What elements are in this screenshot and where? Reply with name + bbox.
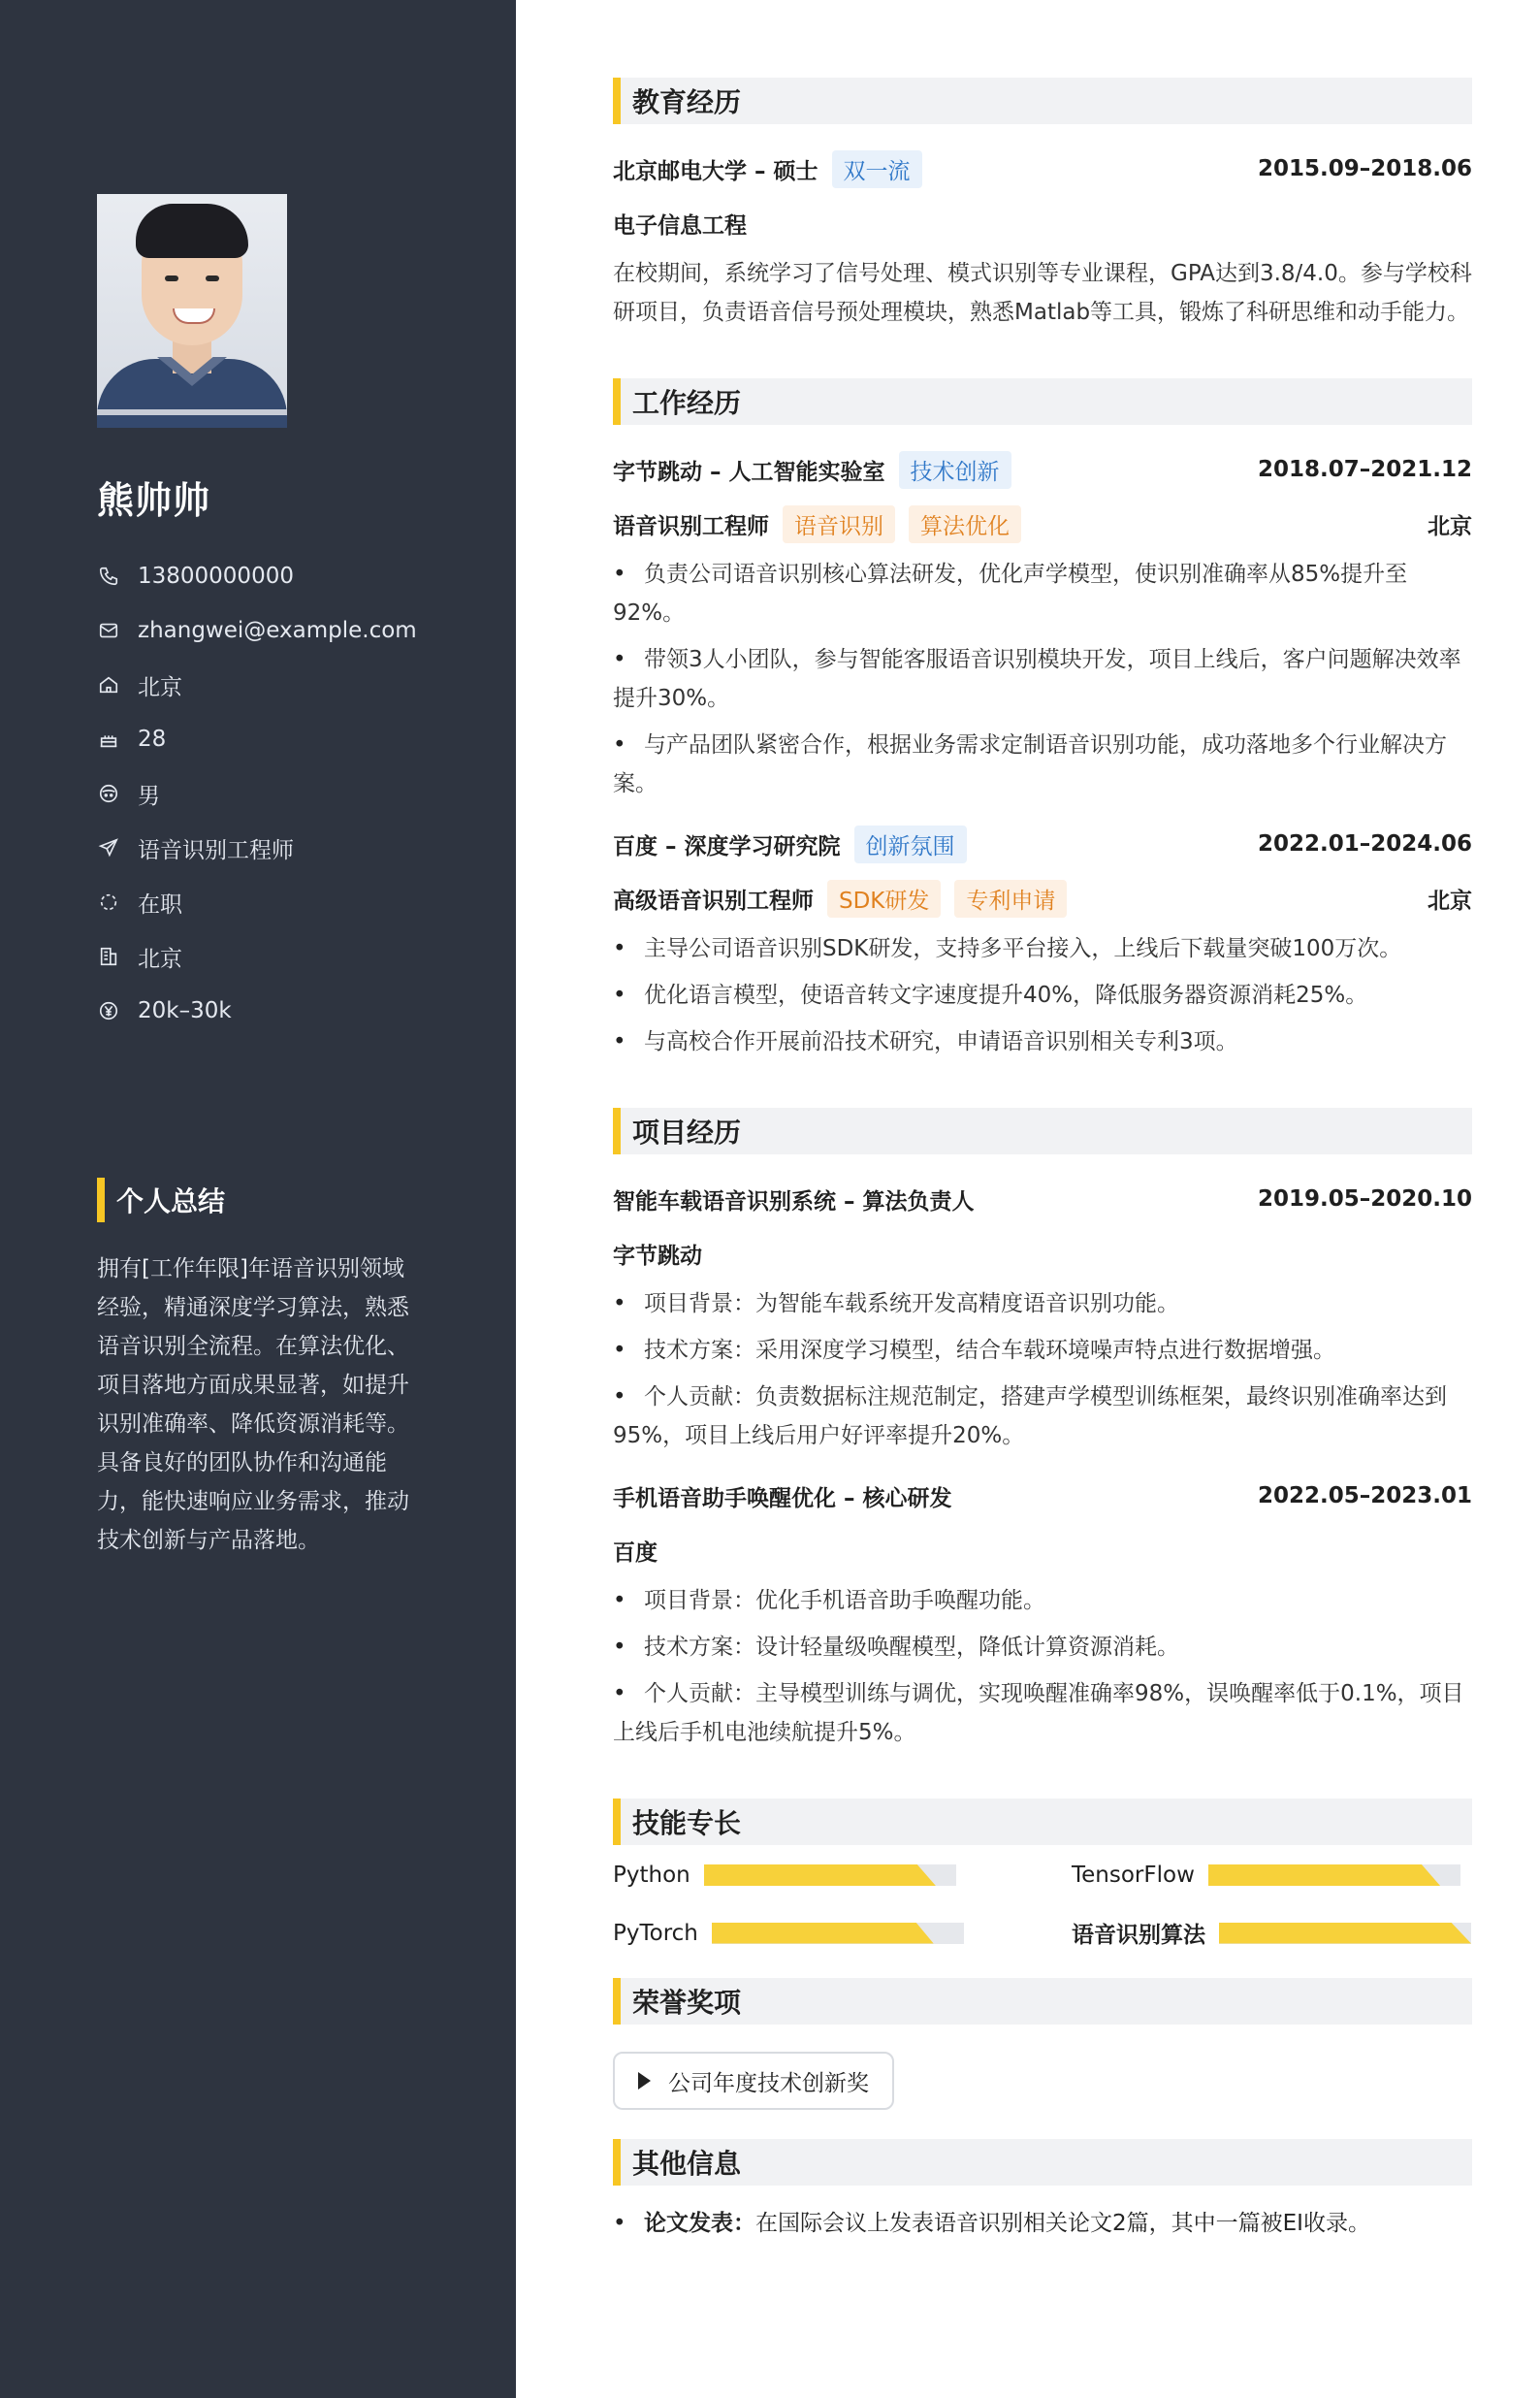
list-item: •负责公司语音识别核心算法研发，优化声学模型，使识别准确率从85%提升至92%。: [613, 555, 1472, 632]
yen-icon: [97, 999, 120, 1022]
list-item: •主导公司语音识别SDK研发，支持多平台接入，上线后下载量突破100万次。: [613, 929, 1472, 968]
job-tag: 技术创新: [899, 451, 1011, 489]
info-position: [97, 821, 419, 875]
job-city: 北京: [1428, 888, 1472, 914]
summary-title: 个人总结: [97, 1178, 419, 1222]
job-city: 北京: [1428, 513, 1472, 539]
project-name: 智能车载语音识别系统 – 算法负责人: [613, 1188, 975, 1215]
award-item-button[interactable]: [613, 2052, 894, 2110]
education-header: [613, 142, 1472, 196]
home-icon: [97, 673, 120, 697]
skill-bar: [1208, 1864, 1460, 1886]
education-major-row: [613, 196, 1472, 250]
work-title: 工作经历: [613, 378, 1472, 425]
age-value: 28: [138, 727, 167, 752]
project-date: 2022.05–2023.01: [1257, 1483, 1472, 1508]
skill-name: 语音识别算法: [1072, 1923, 1205, 1948]
skill-name: TensorFlow: [1072, 1863, 1195, 1888]
list-item: •个人贡献：负责数据标注规范制定，搭建声学模型训练框架，最终识别准确率达到95%，项目上线后用户好评率提升20%。: [613, 1377, 1472, 1455]
education-major: 电子信息工程: [613, 212, 747, 239]
summary-text: 拥有[工作年限]年语音识别领域经验，精通深度学习算法，熟悉语音识别全流程。在算法优化、项目落地方面成果显著，如提升识别准确率、降低资源消耗等。具备良好的团队协作和沟通能力，能快速响应业务需求，推动技术创新与产品落地。: [97, 1256, 409, 1553]
info-status: [97, 875, 419, 929]
skill-item: [1072, 1863, 1472, 1888]
job-bullets: [613, 929, 1472, 1061]
list-item: •技术方案：采用深度学习模型，结合车载环境噪声特点进行数据增强。: [613, 1331, 1472, 1370]
position-value: 语音识别工程师: [138, 837, 294, 863]
info-city: [97, 929, 419, 984]
salary-value: 20k–30k: [138, 998, 232, 1023]
skill-bar: [1219, 1923, 1471, 1944]
skill-bar: [712, 1923, 964, 1944]
info-location: [97, 658, 419, 712]
profile-name: 熊帅帅: [97, 479, 211, 522]
other-title: 其他信息: [613, 2139, 1472, 2186]
skills-grid: [613, 1863, 1472, 1949]
project-date: 2019.05–2020.10: [1257, 1186, 1472, 1212]
list-item: •与高校合作开展前沿技术研究，申请语音识别相关专利3项。: [613, 1022, 1472, 1061]
list-item: •项目背景：优化手机语音助手唤醒功能。: [613, 1581, 1472, 1620]
job-date: 2022.01–2024.06: [1257, 831, 1472, 857]
education-date: 2015.09–2018.06: [1257, 156, 1472, 181]
send-icon: [97, 836, 120, 859]
project-org: 字节跳动: [613, 1243, 702, 1269]
school-tag: 双一流: [832, 150, 922, 188]
info-salary: [97, 984, 419, 1038]
job-skill-tag: 语音识别: [783, 505, 895, 543]
project-entry: [613, 1469, 1472, 1752]
info-email: [97, 603, 419, 658]
job-skill-tag: 专利申请: [954, 880, 1067, 918]
project-name: 手机语音助手唤醒优化 – 核心研发: [613, 1485, 952, 1511]
cake-icon: [97, 728, 120, 751]
contact-info: [97, 549, 419, 1038]
list-item: •优化语言模型，使语音转文字速度提升40%，降低服务器资源消耗25%。: [613, 976, 1472, 1015]
awards-title: 荣誉奖项: [613, 1978, 1472, 2025]
job-date: 2018.07–2021.12: [1257, 457, 1472, 482]
other-label: 论文发表：: [644, 2211, 755, 2236]
project-org: 百度: [613, 1539, 658, 1566]
avatar: [97, 194, 287, 428]
city-value: 北京: [138, 946, 182, 972]
mail-icon: [97, 619, 120, 642]
phone-value: 13800000000: [138, 564, 294, 589]
gender-value: 男: [138, 783, 160, 809]
job-entry: [613, 817, 1472, 1061]
building-icon: [97, 945, 120, 968]
skill-bar: [704, 1864, 956, 1886]
skill-name: PyTorch: [613, 1920, 698, 1946]
job-role: 高级语音识别工程师: [613, 888, 814, 914]
job-bullets: [613, 555, 1472, 803]
projects-title: 项目经历: [613, 1108, 1472, 1154]
school-name: 北京邮电大学 – 硕士: [613, 158, 818, 184]
project-bullets: [613, 1284, 1472, 1455]
job-skill-tag: SDK研发: [827, 880, 941, 918]
gender-icon: [97, 782, 120, 805]
play-icon: [638, 2072, 651, 2090]
list-item: •个人贡献：主导模型训练与调优，实现唤醒准确率98%，误唤醒率低于0.1%，项目上线后手机电池续航提升5%。: [613, 1674, 1472, 1752]
education-title: 教育经历: [613, 78, 1472, 124]
job-company: 字节跳动 – 人工智能实验室: [613, 459, 885, 485]
project-entry: [613, 1172, 1472, 1455]
list-item: •与产品团队紧密合作，根据业务需求定制语音识别功能，成功落地多个行业解决方案。: [613, 726, 1472, 803]
status-icon: [97, 891, 120, 914]
job-company: 百度 – 深度学习研究院: [613, 833, 841, 859]
skills-title: 技能专长: [613, 1798, 1472, 1845]
list-item: •技术方案：设计轻量级唤醒模型，降低计算资源消耗。: [613, 1628, 1472, 1667]
job-skill-tag: 算法优化: [909, 505, 1021, 543]
award-label: 公司年度技术创新奖: [668, 2070, 869, 2096]
phone-icon: [97, 565, 120, 588]
skill-name: Python: [613, 1863, 690, 1888]
project-bullets: [613, 1581, 1472, 1752]
job-tag: 创新氛围: [854, 826, 967, 863]
other-text: 在国际会议上发表语音识别相关论文2篇，其中一篇被EI收录。: [755, 2211, 1370, 2236]
info-phone: [97, 549, 419, 603]
job-role: 语音识别工程师: [613, 513, 769, 539]
sidebar: [0, 0, 516, 2398]
status-value: 在职: [138, 891, 182, 918]
list-item: •项目背景：为智能车载系统开发高精度语音识别功能。: [613, 1284, 1472, 1323]
other-info: • 论文发表：在国际会议上发表语音识别相关论文2篇，其中一篇被EI收录。: [613, 2211, 1370, 2236]
education-desc: 在校期间，系统学习了信号处理、模式识别等专业课程，GPA达到3.8/4.0。参与学校科研项目，负责语音信号预处理模块，熟悉Matlab等工具，锻炼了科研思维和动手能力。: [613, 261, 1472, 325]
email-value: zhangwei@example.com: [138, 618, 417, 643]
main-content: [516, 0, 1540, 2398]
info-gender: [97, 766, 419, 821]
job-entry: [613, 442, 1472, 803]
skill-item: [613, 1917, 1013, 1949]
skill-item: [1072, 1917, 1472, 1949]
skill-item: [613, 1863, 1013, 1888]
list-item: •带领3人小团队，参与智能客服语音识别模块开发，项目上线后，客户问题解决效率提升30%。: [613, 640, 1472, 718]
info-age: [97, 712, 419, 766]
location-value: 北京: [138, 674, 182, 700]
